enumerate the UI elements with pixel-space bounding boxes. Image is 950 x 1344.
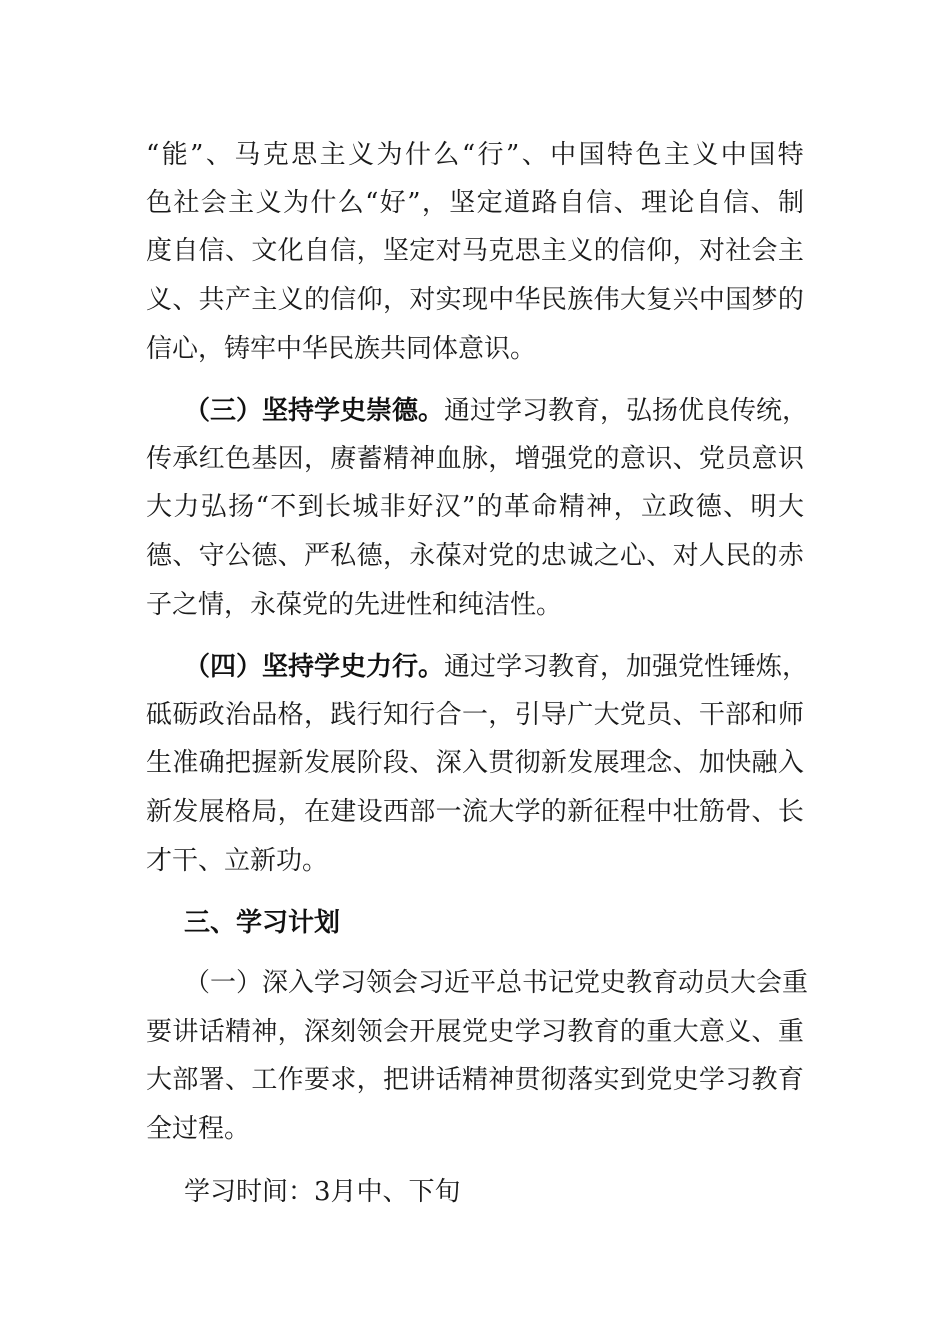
para4-line-3: 大 部 署 、 工 作 要 求 ， 把 讲 话 精 神 贯 彻 落 实 到 党 史 学 习 教 育 xyxy=(146,1065,804,1095)
para2-first-rest: 通过学习教育，弘扬优良传统， xyxy=(444,396,809,426)
para3-first-rest: 通过学习教育，加强党性锤炼， xyxy=(444,652,809,682)
para2-first-line xyxy=(184,391,950,431)
para3-line-5: 才干、立新功。 xyxy=(146,846,329,876)
para3-line-4: 新 发 展 格 局 ， 在 建 设 西 部 一 流 大 学 的 新 征 程 中 壮 筋 骨 、 长 xyxy=(146,797,804,827)
para3-line-3: 生 准 确 把 握 新 发 展 阶 段 、 深 入 贯 彻 新 发 展 理 念 、 加 快 融 入 xyxy=(146,748,804,778)
section-heading: 三、学习计划 xyxy=(184,908,341,938)
para1-line-4: 义 、 共 产 主 义 的 信 仰 ， 对 实 现 中 华 民 族 伟 大 复 兴 中 国 梦 的 xyxy=(146,285,804,315)
para2-line-2: 传 承 红 色 基 因 ， 赓 蓄 精 神 血 脉 ， 增 强 党 的 意 识 、 党 员 意 识 xyxy=(146,444,804,474)
para4-line-4: 全过程。 xyxy=(146,1114,251,1144)
para2-line-4: 德 、 守 公 德 、 严 私 德 ， 永 葆 对 党 的 忠 诚 之 心 、 对 人 民 的 赤 xyxy=(146,541,804,571)
para1-line-1: “ 能 ” 、 马 克 思 主 义 为 什 么 “ 行 ” 、 中 国 特 色 主 义 中 国 特 xyxy=(146,140,804,170)
para4-line-2: 要 讲 话 精 神 ， 深 刻 领 会 开 展 党 史 学 习 教 育 的 重 大 意 义 、 重 xyxy=(146,1017,804,1047)
para4-line-1: （一）深入学习领会习近平总书记党史教育动员大会重 xyxy=(184,968,809,998)
para2-line-5: 子之情，永葆党的先进性和纯洁性。 xyxy=(146,590,563,620)
study-time: 学习时间：3月中、下旬 xyxy=(184,1177,461,1207)
para2-line-3: 大 力 弘 扬 “ 不 到 长 城 非 好 汉 ” 的 革 命 精 神 ， 立 政 德 、 明 大 xyxy=(146,492,804,522)
para3-first-line xyxy=(184,647,950,687)
para1-line-2: 色 社 会 主 义 为 什 么 “ 好 ” ， 坚 定 道 路 自 信 、 理 论 自 信 、 制 xyxy=(146,188,804,218)
para3-heading: （四）坚持学史力行。 xyxy=(184,652,445,682)
para1-line-5: 信心，铸牢中华民族共同体意识。 xyxy=(146,334,537,364)
para3-line-2: 砥 砺 政 治 品 格 ， 践 行 知 行 合 一 ， 引 导 广 大 党 员 、 干 部 和 师 xyxy=(146,700,804,730)
para1-line-3: 度 自 信 、 文 化 自 信 ， 坚 定 对 马 克 思 主 义 的 信 仰 ， 对 社 会 主 xyxy=(146,236,804,266)
para2-heading: （三）坚持学史崇德。 xyxy=(184,396,445,426)
